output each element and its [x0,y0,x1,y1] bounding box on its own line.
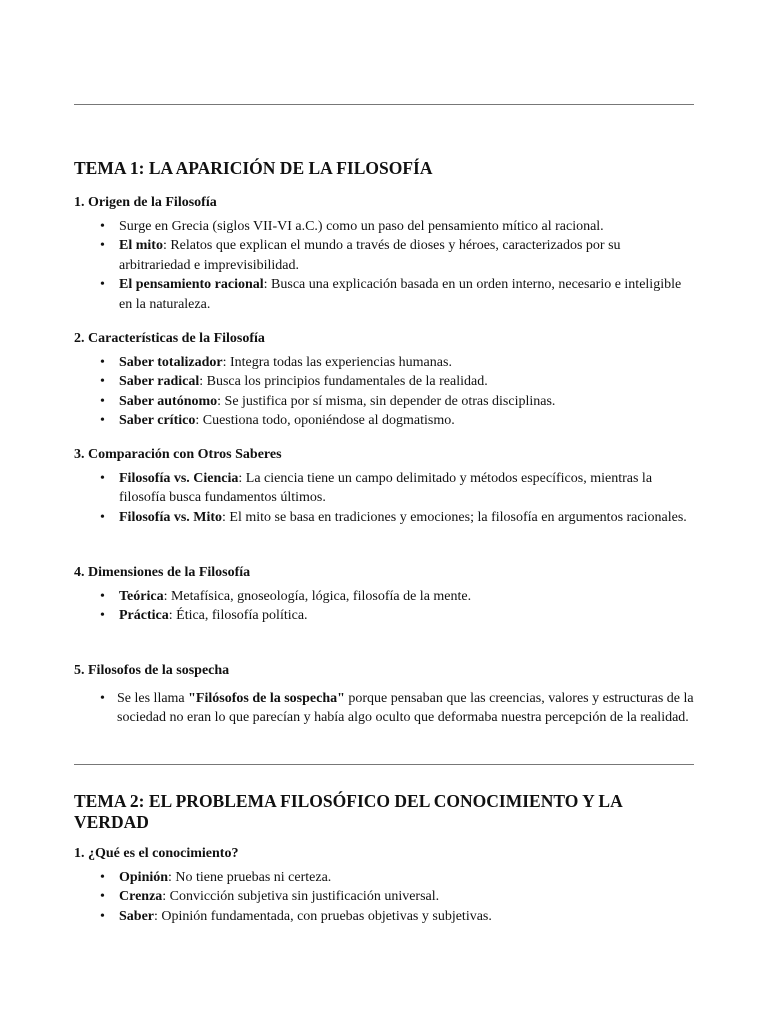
bullet-list [74,217,694,314]
bullet-list [74,689,694,728]
section-heading: 1. ¿Qué es el conocimiento? [74,846,239,861]
bullet-icon: • [100,277,105,293]
section-sospecha [74,662,694,728]
list-item: • Filosofía vs. Ciencia: La ciencia tiene un campo delimitado y métodos específicos, mientras la filosofía busca fundamentos últimos. [100,471,653,506]
section-comparacion [74,446,694,527]
bullet-icon: • [100,393,105,409]
bullet-icon: • [100,355,105,370]
bullet-icon: • [100,889,105,905]
list-item: • Saber autónomo: Se justifica por sí misma, sin depender de otras disciplinas. [74,392,694,411]
list-item: • Surge en Grecia (siglos VII-VI a.C.) como un paso del pensamiento mítico al racional. [74,217,694,236]
term: Crenza [119,889,163,905]
bullet-list [74,353,694,431]
section-origen [74,194,694,314]
bullet-icon: • [100,608,105,624]
term: Saber autónomo [119,393,218,409]
bullet-icon: • [100,238,105,254]
section-heading: 2. Características de la Filosofía [74,331,265,346]
bullet-icon: • [100,908,105,924]
bullet-list [74,469,694,527]
horizontal-rule-middle [74,764,694,765]
term: Saber crítico [119,413,196,429]
term: Saber radical [119,374,200,390]
bullet-icon: • [100,691,105,706]
list-item: • El mito: Relatos que explican el mundo a través de dioses y héroes, caracterizados por su arbitrariedad e imprevisibilidad. [100,238,621,273]
list-item: • El pensamiento racional: Busca una explicación basada en un orden interno, necesario e inteligible en la naturaleza. [100,277,682,312]
bullet-icon: • [100,870,105,885]
term: Opinión [119,870,169,885]
list-item: • Crenza: Convicción subjetiva sin justificación universal. [74,887,694,906]
term: Práctica [119,608,169,624]
section-heading: 3. Comparación con Otros Saberes [74,447,282,462]
section-conocimiento [74,845,694,926]
list-item: • Práctica: Ética, filosofía política. [74,606,694,625]
list-item: • Saber crítico: Cuestiona todo, oponiéndose al dogmatismo. [74,411,694,430]
bullet-list [74,587,694,626]
term: Filosofía vs. Mito [119,509,223,525]
tema2-title: TEMA 2: EL PROBLEMA FILOSÓFICO DEL CONOCIMIENTO Y LA VERDAD [74,791,622,832]
term: Teórica [119,589,164,604]
list-item: • Saber: Opinión fundamentada, con pruebas objetivas y subjetivas. [74,907,694,926]
bullet-list [74,868,694,926]
list-item: • Teórica: Metafísica, gnoseología, lógica, filosofía de la mente. [74,587,694,606]
horizontal-rule-top [74,104,694,105]
term: El pensamiento racional [119,277,264,293]
term: El mito [119,238,163,254]
term: "Filósofos de la sospecha" [188,691,345,706]
section-heading: 5. Filosofos de la sospecha [74,663,230,678]
section-dimensiones [74,564,694,626]
tema1-title: TEMA 1: LA APARICIÓN DE LA FILOSOFÍA [74,158,433,178]
bullet-icon: • [100,589,105,604]
bullet-icon: • [100,413,105,429]
term: Saber totalizador [119,355,223,370]
section-heading: 1. Origen de la Filosofía [74,195,217,210]
bullet-icon: • [100,509,105,525]
list-item: • Saber radical: Busca los principios fundamentales de la realidad. [74,372,694,391]
bullet-icon: • [100,374,105,390]
list-item: • Se les llama "Filósofos de la sospecha" porque pensaban que las creencias, valores y estructuras de la sociedad no eran lo que parecían y había algo oculto que deformaba nuestra percepción de la realidad. [100,691,694,726]
section-heading: 4. Dimensiones de la Filosofía [74,565,251,580]
term: Saber [119,908,154,924]
bullet-icon: • [100,219,105,234]
list-item: • Filosofía vs. Mito: El mito se basa en tradiciones y emociones; la filosofía en argumentos racionales. [74,508,694,527]
term: Filosofía vs. Ciencia [119,471,239,486]
bullet-icon: • [100,471,105,486]
section-caracteristicas [74,330,694,431]
list-item: • Saber totalizador: Integra todas las experiencias humanas. [74,353,694,372]
list-item: • Opinión: No tiene pruebas ni certeza. [74,868,694,887]
